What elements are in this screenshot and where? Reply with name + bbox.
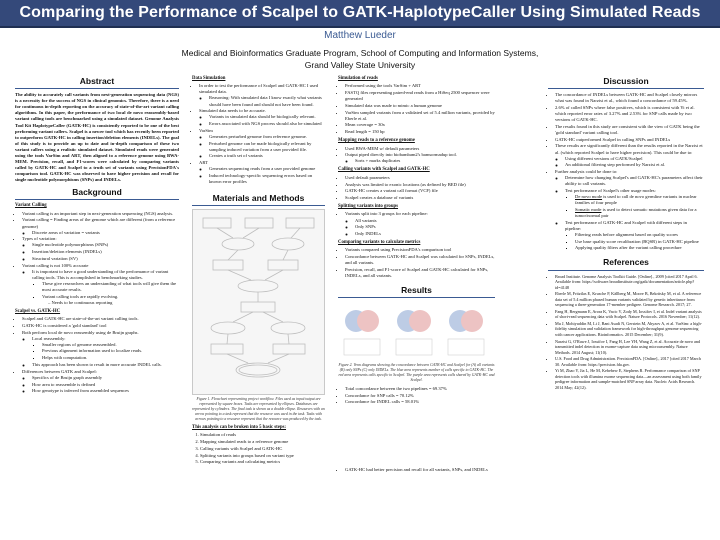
list-item [32,269,179,306]
list-item [555,169,704,251]
list-item-text: Test performance of Scalpel's other usage modes: [565,187,656,193]
list-item-text: Types of variation: [22,236,57,242]
list-item: ◦ An additional filtering step performed by Narzisi et al. [565,162,704,168]
list-item: • GATK-HC creates a variant call format (VCF) file [345,188,495,194]
list-item: ◦ Errors associated with NGS process should also be simulated [209,121,325,127]
abstract-text: The ability to accurately call variants from next-generation sequencing data (NGS) is a necessity for the success of NGS in clinical genomics. Therefore, there is a need for continuous in-depth reporting on the accuracy of state-of-the-art variant calling algorithms. In this paper, the performance of two local de novo reassembly-based variant calling tools are benchmarked using a simulated dataset. Genome Analysis Tool Kit HaplotypeCaller (GATK-HC) is consistently reported to be one of the best performing variant callers. Scalpel is a newer tool which has recently been reported to outperform GATK-HC in calling insertion/deletion elements (INDELs). The goal of this study is to provide an up to date and in-depth comparison of these two variant callers using a realistic simulated dataset. Simulated reads were generated using the tools VarSim and ART, then aligned to a reference genome using BWA-MEM. Precision, recall, and F1-scores were calculated by comparing variants called by GATK-HC and Scalpel to a truth set of variants using PrecisionFDA's comparison tool. GATK-HC was observed to have higher precision and recall for single nucleotide polymorphisms (SNPs) and INDELs. [15,92,179,183]
column-1 [15,76,179,395]
list-item: • Read length = 150 bp [345,129,495,135]
affiliation-line-1: Medical and Bioinformatics Graduate Program, School of Computing and Information Systems, [181,48,539,58]
list-item: • Concordance for SNP calls = 70.12% [345,393,495,399]
list-item [565,220,704,252]
list-item: ◦ Variants in simulated data should be biologically relevant. [209,114,325,120]
list-item: 1. Simulation of reads [200,432,325,438]
list-item: ◦ Using different versions of GATK/Scalpel [565,156,704,162]
references-list [548,274,704,391]
discussion-heading: Discussion [548,76,704,89]
list-item-text: Further analysis could be done to: [555,169,618,175]
list-item [22,217,179,235]
list-item: • Mean coverage = 30x [345,122,495,128]
mapping-list [338,146,495,165]
list-item-text: Variant calling is not 100% accurate [22,262,89,268]
list-item: ◦ Generates perturbed genome from reference genome. [209,134,325,140]
list-item: 4. Splitting variants into groups based on variant type [200,453,325,459]
list-item-text: It is important to have a good understanding of the performance of variant calling tools. This is accomplished in benchmarking studies. [32,268,169,280]
list-item: • The concordance of INDELs between GATK-HC and Scalpel closely mirrors what was found in Narzisi et al., which found a concordance of 59.45%. [555,92,704,104]
flowchart-node [268,260,298,270]
list-item: ◦ Only INDELs [355,231,495,237]
list-item: ▪ Variant calling tools are rapidly evolving. – Needs to be continuous reporting [42,294,179,306]
comparing-subheading: Comparing variants to calculate metrics [338,240,421,246]
variant-calling-subheading: Variant Calling [15,203,47,209]
flowchart-node [211,344,243,354]
list-item [32,336,179,362]
list-item [22,263,179,306]
list-item-text: Variant calling = Finding areas of the genome which are different (from a reference genome) [22,217,176,229]
flowchart-node [271,322,305,334]
list-item: • Precision, recall, and F1-score of Scalpel and GATK-HC calculated for SNPs, INDELs, and all variants. [345,267,495,279]
list-item: ◦ Only SNPs [355,224,495,230]
flowchart-edges [217,228,300,363]
reference-item: • Mu J, Mohiyuddin M, Li J, Bani Asadi N, Gerstein M, Abyzov A, et al. VarSim: a high-fidelity simulation and validation framework for high-throughput genome sequencing with cancer applications. Bioinformatics. 2015 December; 31(9). [555,321,704,338]
list-item: • Used default parameters [345,175,495,181]
flowchart-node [222,238,254,250]
list-item: • GATK-HC is considered a 'gold standard' tool [22,323,179,329]
poster-author: Matthew Lueder [324,30,396,41]
list-item: ▪ Previous alignment information used to localize reads. [42,348,179,354]
list-item: ◦ Discrete areas of variation = variants [32,230,179,236]
list-item-text: Simulated data needs to be accurate. [199,108,266,114]
list-item-text: Needs to be continuous reporting [51,299,113,305]
list-item [555,143,704,168]
list-item: • Scalpel creates a database of variants [345,195,495,201]
column-4 [548,76,704,392]
list-item: ◦ How genotype is inferred from assembled sequences [32,388,179,394]
list-item: ◦ Generates sequencing reads from a user provided genome [209,166,325,172]
list-item: • Variant calling is an important step in next-generation sequencing (NGS) analysis. [22,211,179,217]
venn-c-table [448,339,484,355]
list-item-text: These results are significantly different than the results reported in the Narzisi et al. (which reported Scalpel to have higher precision). This could be due to: [555,143,703,155]
list-item: • Simulated data was made to mimic a human genome [345,103,495,109]
results-list-2 [338,467,495,473]
list-item: ◦ Structural variation (SV) [32,256,179,262]
venn-b-table [396,339,432,355]
comparing-list [338,247,495,279]
flowchart-graphic [193,210,324,394]
scalpel-list [15,316,179,394]
list-item [199,128,325,160]
list-item-text: Both perform local de novo reassembly using de Bruijn graphs. [22,329,139,335]
flowchart-node [213,260,243,270]
flowchart-node [239,365,277,375]
list-item: • The results found in this study are consistent with the view of GATK being the 'gold standard' variant calling tool. [555,124,704,136]
list-item [565,188,704,219]
list-item: ◦ This approach has been shown to result in more accurate INDEL calls. [32,362,179,368]
reference-item: • Fang H, Bergmann E, Arora K, Vacic V, Zody M, Iossifov I, et al. Indel variant analysis of short-read sequencing data with Scalpel. Nature Protocols. 2016 November; 11(12). [555,309,704,320]
list-item-text: Output piped directly into biobambam2's bamsormadup tool. [345,152,457,158]
variant-calling-list [15,211,179,306]
results-heading: Results [338,285,495,298]
list-item: ◦ Reasoning: With simulated data I know exactly what variants should have been found and should not have been found. [209,95,325,107]
list-item: ◦ Determine how changing Scalpel's and GATK-HC's parameters affect their ability to call variants. [565,175,704,187]
list-item: • Total concordance between the two pipelines = 69.37% [345,386,495,392]
results-table-figure [338,409,495,465]
list-item-text: Somatic mode [575,206,602,212]
list-item: ▪ Applying quality filters after the variant calling procedure [575,245,704,251]
column-2 [192,76,325,466]
flowchart-node [245,218,273,228]
reference-item: • Eberle M, Fritzilas E, Krusche P, Källberg M, Moore B, Bekritsky M, et al. A reference data set of 5.4 million phased human variants validated by genetic inheritance from sequencing a three-generation 17-member pedigree. Genome Research. 2017; 27. [555,291,704,308]
list-item-text: In order to test the performance of Scalpel and GATK-HC I used simulated data. [199,83,319,95]
list-item [22,236,179,262]
column-3 [338,76,495,473]
list-item-text: De novo mode [575,194,603,200]
flowchart-node [238,280,278,292]
flowchart-node [272,238,304,250]
list-item: ◦ Sorts + marks duplicates [355,158,495,164]
venn-a-scalpel-circle [357,310,379,332]
list-item: ◦ Single nucleotide polymorphisms (SNPs) [32,242,179,248]
venn-c-scalpel-circle [461,310,483,332]
reference-item: • U.S. Food and Drug Administration. PrecisionFDA. [Online]., 2017 [cited 2017 March 30. Available from: https://precision.fda.gov. [555,356,704,367]
list-item [22,369,179,395]
splitting-list [338,211,495,237]
data-simulation-list [192,83,325,185]
list-item: • GATK-HC outperformed Scalpel in calling SNPs and INDELs [555,137,704,143]
list-item: • Concordance between GATK-HC and Scalpel was calculated for SNPs, INDELs, and all variants. [345,254,495,266]
venn-diagrams-graphic [338,301,495,361]
list-item: • Scalpel and GATK-HC are state-of-the-art variant calling tools. [22,316,179,322]
poster-header [0,0,720,70]
calling-subheading: Calling variants with Scalpel and GATK-HC [338,167,430,173]
list-item [22,330,179,368]
materials-methods-heading: Materials and Methods [192,193,325,206]
list-item [345,152,495,164]
reference-item: • Broad Institute. Genome Analysis Toolkit Guide. [Online]., 2009 [cited 2017 April 6. Available from: https://software.broadinstitute.org/gatk/documentation/article.php?id=4148 [555,274,704,291]
list-item: • Concordance for INDEL calls = 58.01% [345,399,495,405]
scalpel-vs-gatk-subheading: Scalpel vs. GATK-HC [15,308,61,314]
list-item: • Variants compared using PrecisionFDA's comparison tool [345,247,495,253]
list-item-text: Test performance of GATK-HC and Scalpel with different steps in pipeline: [565,219,687,231]
abstract-heading: Abstract [15,76,179,89]
list-item: ◦ All variants [355,218,495,224]
flowchart-node [203,218,231,228]
list-item: • Performed using the tools VarSim + ART [345,83,495,89]
list-item: 5. Comparing variants and calculating metrics [200,459,325,465]
data-simulation-subheading: Data Simulation [192,76,226,81]
list-item [345,211,495,237]
affiliation-line-2: Grand Valley State University [304,60,416,70]
background-heading: Background [15,187,179,200]
list-item: • GATK-HC had better precision and recall for all variants, SNPs, and INDELs [345,467,495,473]
list-item-text: ART [199,160,208,166]
list-item: ◦ Specifics of de Bruijn graph assembly [32,375,179,381]
list-item-text: Variants split into 3 groups for each pipeline: [345,211,428,217]
list-item-text: is used to detect somatic mutations given data for a tumor/normal pair [575,206,697,218]
list-item: ◦ Insertion/deletion elements (INDELs) [32,249,179,255]
list-item [575,194,704,206]
list-item: ◦ Perturbed genome can be made biologically relevant by sampling induced variation from a user provided file. [209,141,325,153]
list-item: ▪ Filtering reads before alignment based on quality scores [575,232,704,238]
steps-heading: This analysis can be broken into 5 basic steps: [192,424,287,430]
list-item: ◦ Induced technology-specific sequencing errors based on known error profiles [209,173,325,185]
mapping-subheading: Mapping reads to a reference genome [338,138,415,144]
list-item: ▪ These give researchers an understanding of what tools will give them the most accurate results. [42,281,179,293]
list-item [199,108,325,127]
list-item: • Used BWA-MEM w/ default parameters [345,146,495,152]
poster-title: Comparing the Performance of Scalpel to GATK-HaplotypeCaller Using Simulated Reads [19,4,701,21]
flowchart-node [241,302,275,312]
reference-item: • Yi M, Zhao Y, Jia L, He M, Kebebew E, Stephens R. Performance comparison of SNP detection tools with illumina exome sequencing data—an assessment using both family pedigree information and sample-matched SNP array data. Nucleic Acids Research. 2014 May; 42(12). [555,368,704,390]
list-item: • 2.6% of called SNPs where false positives, which is consistent with Yi et al. which reported error rates of 3.27% and 2.53% for SNP calls made by two versions of GATK-HC. [555,105,704,123]
figure-2-caption: Figure 2. Venn diagrams showing the concordance between GATK-HC and Scalpel for (A) all variants (B) only SNPs (C) only INDELs. The blue area represents number of calls specific to GATK-HC. The red area represents calls specific to Scalpel. The purple area represents calls shared by GATK-HC and Scalpel. [338,363,495,383]
venn-diagrams-figure [338,301,495,361]
simulation-list [338,83,495,135]
references-heading: References [548,257,704,270]
list-item: ◦ Creates a truth set of variants [209,153,325,159]
list-item-text: is used to call de novo germline variants in nuclear families of four people [575,194,697,206]
list-item-text: Variant calling tools are rapidly evolving. [42,293,119,299]
reference-item: • Narzisi G, O'Rawe J, Iossifov I, Fang H, Lee YH, Wang Z, et al. Accurate de novo and transmitted indel detection in exome-capture data using microassembly. Nature Methods. 2014 August; 11(10). [555,339,704,356]
steps-list [192,432,325,465]
list-item-text: Local reassembly: [32,335,66,341]
list-item: ▪ Smaller regions of genome reassembled. [42,342,179,348]
figure-1-caption: Figure 1. Flowchart representing project workflow. Files used as input/output are represented by square boxes. Tasks are represented by ellipses. Databases are represented by cylinders. The final task is shown as a double ellipse. Resources with an arrow pointing to a task represent that the resource was used in the task. Tasks with arrows pointing to a resource represent that the resource was produced by the task. [192,397,325,422]
splitting-subheading: Splitting variants into groups [338,204,399,210]
flowchart-node [211,322,245,334]
list-item [199,83,325,107]
list-item: • FASTQ files representing paired-end reads from a HiSeq 2500 sequencer were generated [345,90,495,102]
venn-a-table [344,339,380,355]
flowchart-node [273,344,305,354]
list-item: ▪ Helps with computation. [42,355,179,361]
list-item: • VarSim sampled variants from a validated set of 5.4 million variants, provided by Eberle et al. [345,110,495,122]
results-list [338,386,495,406]
list-item: ▪ Use base quality score recalibration (BQSR) in GATK-HC pipeline [575,239,704,245]
list-item: 3. Calling variants with Scalpel and GATK-HC [200,446,325,452]
list-item: • Analysis was limited to exonic locations (as defined by BED file) [345,182,495,188]
discussion-list [548,92,704,251]
list-item: 2. Mapping simulated reads to a reference genome [200,439,325,445]
list-item [575,207,704,219]
calling-list [338,175,495,201]
list-item: ◦ How area to reassemble is defined [32,382,179,388]
workflow-flowchart [192,209,325,395]
list-item [199,160,325,185]
venn-b-scalpel-circle [409,310,431,332]
list-item-text: Differences between GATK and Scalpel: [22,368,97,374]
list-item-text: VarSim [199,127,213,133]
simulation-of-reads-subheading: Simulation of reads [338,76,378,81]
flowchart-node [286,218,314,228]
